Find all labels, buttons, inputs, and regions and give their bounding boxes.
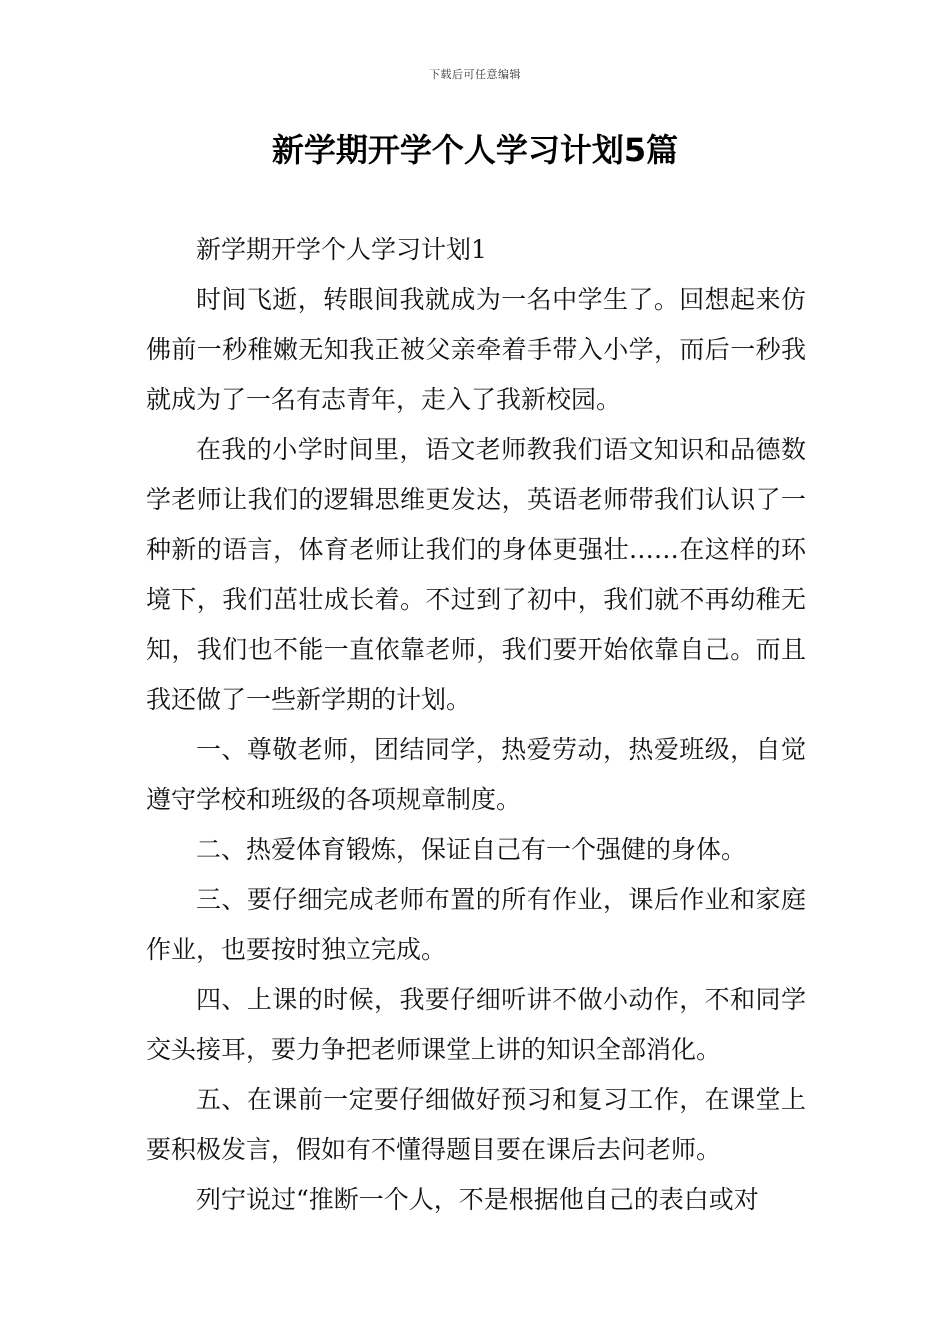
header-note: 下载后可任意编辑 <box>429 68 521 81</box>
paragraph: 二、热爱体育锻炼，保证自己有一个强健的身体。 <box>196 835 747 864</box>
section-heading: 新学期开学个人学习计划1 <box>196 235 487 264</box>
paragraph: 三、要仔细完成老师布置的所有作业，课后作业和家庭作业，也要按时独立完成。 <box>146 885 806 964</box>
paragraph: 一、尊敬老师，团结同学，热爱劳动，热爱班级，自觉遵守学校和班级的各项规章制度。 <box>146 735 806 814</box>
paragraph: 四、上课的时候，我要仔细听讲不做小动作，不和同学交头接耳，要力争把老师课堂上讲的知识全部消化。 <box>146 985 806 1064</box>
document-body <box>146 225 806 1225</box>
paragraph: 列宁说过“推断一个人，不是根据他自己的表白或对 <box>196 1185 759 1214</box>
paragraph: 在我的小学时间里，语文老师教我们语文知识和品德数学老师让我们的逻辑思维更发达，英语老师带我们认识了一种新的语言，体育老师让我们的身体更强壮……在这样的环境下，我们茁壮成长着。不过到了初中，我们就不再幼稚无知，我们也不能一直依靠老师，我们要开始依靠自己。而且我还做了一些新学期的计划。 <box>146 435 806 714</box>
document-title: 新学期开学个人学习计划5篇 <box>271 131 679 169</box>
paragraph: 五、在课前一定要仔细做好预习和复习工作，在课堂上要积极发言，假如有不懂得题目要在课后去问老师。 <box>146 1085 806 1164</box>
paragraph: 时间飞逝，转眼间我就成为一名中学生了。回想起来仿佛前一秒稚嫩无知我正被父亲牵着手带入小学，而后一秒我就成为了一名有志青年，走入了我新校园。 <box>146 285 806 414</box>
